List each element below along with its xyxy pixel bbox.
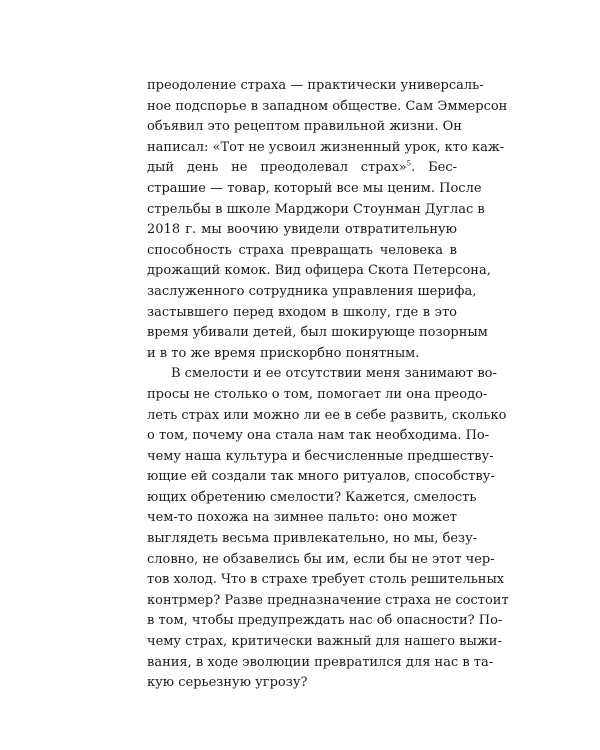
text-line: ное подспорье в западном обществе. Сам Эммерсон <box>147 98 508 114</box>
text-line: вания, в ходе эволюции превратился для нас в та- <box>147 654 494 670</box>
text-line: кую серьезную угрозу? <box>147 675 308 691</box>
body-text <box>147 76 509 694</box>
text-line: чему страх, критически важный для нашего выжи- <box>147 634 502 650</box>
text-line: и в то же время прискорбно понятным. <box>147 345 420 361</box>
quote-end: дый день не преодолевал страх» <box>147 160 407 176</box>
text-line: чем-то похожа на зимнее пальто: оно может <box>147 510 457 526</box>
text-line: стрельбы в школе Марджори Стоунман Дуглас в <box>147 201 485 217</box>
text-line: время убивали детей, был шокирующе позорным <box>147 325 488 341</box>
text-line: написал: «Тот не усвоил жизненный урок, кто каж- <box>147 139 505 155</box>
paragraph-2 <box>147 364 509 694</box>
text-line: о том, почему она стала нам так необходима. По- <box>147 428 490 444</box>
text-line: В смелости и ее отсутствии меня занимают во- <box>171 366 497 382</box>
text-line: леть страх или можно ли ее в себе развить, сколько <box>147 407 507 423</box>
text-line: словно, не обзавелись бы им, если бы не этот чер- <box>147 551 495 567</box>
text-line: объявил это рецептом правильной жизни. Он <box>147 119 462 135</box>
text-line: ющих обретению смелости? Кажется, смелость <box>147 489 477 505</box>
text-line: чему наша культура и бесчисленные предшеству- <box>147 448 494 464</box>
text-line-with-footnote <box>147 158 457 179</box>
text-line: тов холод. Что в страхе требует столь решительных <box>147 572 505 588</box>
text-line: 2018 г. мы воочию увидели отвратительную <box>147 222 457 238</box>
text-line: выглядеть весьма привлекательно, но мы, безу- <box>147 531 478 547</box>
text-line: просы не столько о том, помогает ли она преодо- <box>147 386 488 402</box>
paragraph-1 <box>147 76 508 364</box>
text-line: в том, чтобы предупреждать нас об опасности? По- <box>147 613 503 629</box>
footnote-marker: 5 <box>406 160 412 169</box>
text-line: застывшего перед входом в школу, где в это <box>147 304 457 320</box>
text-line: дрожащий комок. Вид офицера Скота Петерсона, <box>147 263 491 279</box>
text-line: заслуженного сотрудника управления шерифа, <box>147 283 477 299</box>
text-line: страшие — товар, который все мы ценим. После <box>147 180 482 196</box>
quote-tail: . Бес- <box>411 160 458 176</box>
text-line: преодоление страха — практически универсаль- <box>147 78 484 93</box>
text-line: контрмер? Разве предназначение страха не состоит <box>147 592 509 608</box>
text-line: ющие ей создали так много ритуалов, способству- <box>147 469 495 485</box>
text-line: способность страха превращать человека в <box>147 242 457 258</box>
